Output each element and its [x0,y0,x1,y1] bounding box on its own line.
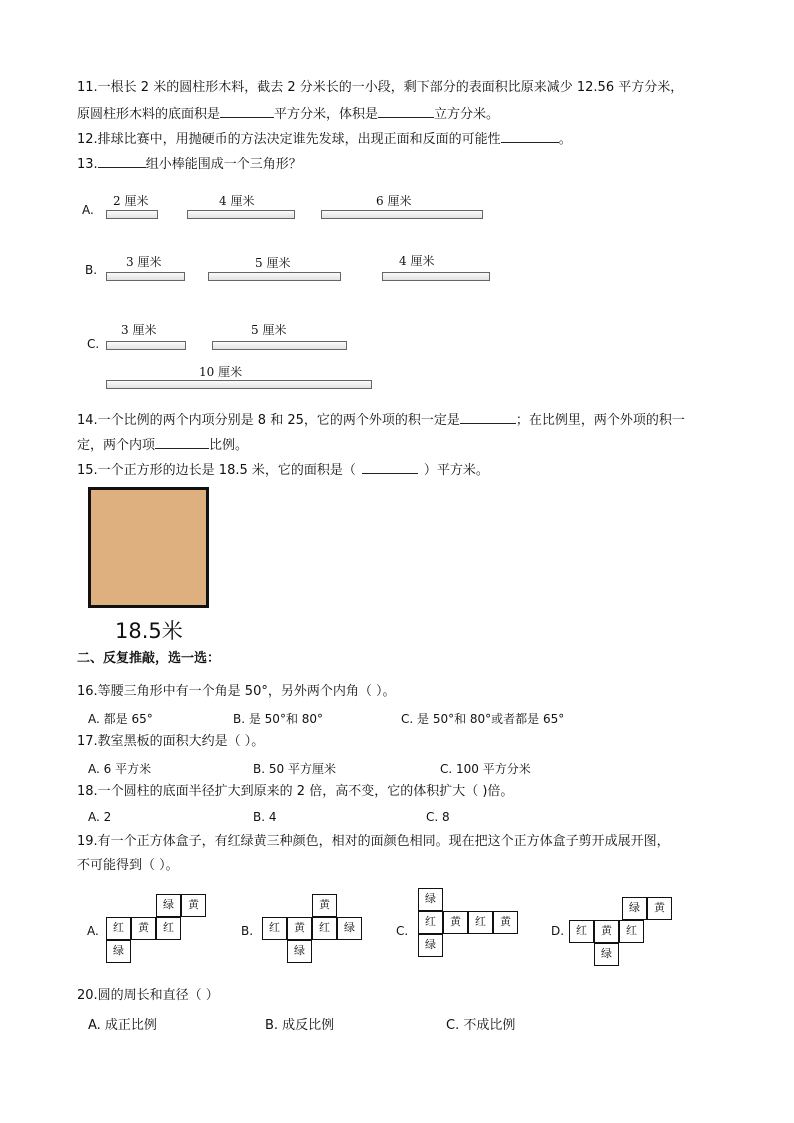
q18-question: 18.一个圆柱的底面半径扩大到原来的 2 倍，高不变，它的体积扩大（ )倍。 [77,784,514,799]
stick-label: 4 厘米 [219,194,255,208]
stick-label: 10 厘米 [199,365,243,379]
q12-line: 12.排球比赛中，用抛硬币的方法决定谁先发球，出现正面和反面的可能性 。 [77,132,572,147]
net-face: 绿 [106,940,131,963]
net-face: 黄 [647,897,672,920]
q19-option-a[interactable]: A. [87,924,99,938]
q11-line1: 11.一根长 2 米的圆柱形木料，截去 2 分米长的一小段，剩下部分的表面积比原来减少 12.56 平方分米， [77,80,684,95]
stick-label: 6 厘米 [376,194,412,208]
net-face: 黄 [131,917,156,940]
q18-option-c[interactable]: C. 8 [426,810,450,824]
q17-option-b[interactable]: B. 50 平方厘米 [253,762,336,776]
q18-option-a[interactable]: A. 2 [88,810,112,824]
q16-option-a[interactable]: A. 都是 65° [88,712,153,726]
stick [208,272,341,281]
q19-option-b[interactable]: B. [241,924,254,938]
q14-blank1[interactable] [460,411,516,424]
q18-option-b[interactable]: B. 4 [253,810,277,824]
net-face: 绿 [622,897,647,920]
q15-blank[interactable] [362,461,418,474]
net-face: 红 [569,920,594,943]
square-side-label: 18.5米 [115,619,183,643]
q12-blank[interactable] [501,130,559,143]
stick [106,380,372,389]
q14-line2: 定，两个内项 比例。 [77,438,249,453]
net-face: 黄 [312,894,337,917]
stick-label: 2 厘米 [113,194,149,208]
q20-question: 20.圆的周长和直径（ ） [77,988,219,1003]
q11-blank1[interactable] [220,105,274,118]
stick-label: 3 厘米 [121,323,157,337]
q17-option-c[interactable]: C. 100 平方分米 [440,762,531,776]
net-face: 红 [619,920,644,943]
stick [106,341,186,350]
net-face: 红 [418,911,443,934]
net-face: 绿 [594,943,619,966]
q19-line1: 19.有一个正方体盒子，有红绿黄三种颜色，相对的面颜色相同。现在把这个正方体盒子剪开成展开图， [77,834,670,849]
stick [106,210,158,219]
q16-option-b[interactable]: B. 是 50°和 80° [233,712,324,726]
net-face: 绿 [337,917,362,940]
square-figure [88,487,209,608]
q15-line: 15.一个正方形的边长是 18.5 米，它的面积是（ ）平方米。 [77,463,489,478]
net-face: 红 [262,917,287,940]
stick [187,210,295,219]
net-face: 绿 [418,888,443,911]
net-face: 绿 [287,940,312,963]
q19-option-d[interactable]: D. [551,924,565,938]
net-face: 黄 [594,920,619,943]
stick-label: 5 厘米 [255,256,291,270]
q16-option-c[interactable]: C. 是 50°和 80°或者都是 65° [401,712,565,726]
q11-line2: 原圆柱形木料的底面积是 平方分米，体积是 立方分米。 [77,107,500,122]
q14-blank2[interactable] [155,436,209,449]
net-face: 红 [106,917,131,940]
stick-label: 3 厘米 [126,255,162,269]
q13-option-b-label[interactable]: B. [85,263,98,277]
q17-option-a[interactable]: A. 6 平方米 [88,762,152,776]
q19-line2: 不可能得到（ ）。 [77,858,179,873]
q13-option-c-label[interactable]: C. [87,337,100,351]
q13-option-a-label[interactable]: A. [82,203,94,217]
net-face: 红 [312,917,337,940]
stick [106,272,185,281]
stick-label: 5 厘米 [251,323,287,337]
net-face: 绿 [418,934,443,957]
q14-line1: 14.一个比例的两个内项分别是 8 和 25，它的两个外项的积一定是 ；在比例里，两个外项的积一 [77,413,685,428]
net-face: 绿 [156,894,181,917]
q17-question: 17.教室黑板的面积大约是（ ）。 [77,734,265,749]
stick [321,210,483,219]
q20-option-a[interactable]: A. 成正比例 [88,1018,157,1033]
q13-line: 13. 组小棒能围成一个三角形？ [77,157,302,172]
q13-blank[interactable] [98,155,146,168]
net-face: 黄 [443,911,468,934]
net-face: 黄 [493,911,518,934]
net-face: 红 [156,917,181,940]
stick-label: 4 厘米 [399,254,435,268]
stick [212,341,347,350]
net-face: 黄 [181,894,206,917]
stick [382,272,490,281]
section-heading: 二、反复推敲，选一选： [77,651,221,666]
q11-blank2[interactable] [378,105,434,118]
net-face: 红 [468,911,493,934]
q16-question: 16.等腰三角形中有一个角是 50°，另外两个内角（ ）。 [77,684,396,699]
q20-option-b[interactable]: B. 成反比例 [265,1018,335,1033]
q19-option-c[interactable]: C. [396,924,409,938]
net-face: 黄 [287,917,312,940]
q20-option-c[interactable]: C. 不成比例 [446,1018,516,1033]
